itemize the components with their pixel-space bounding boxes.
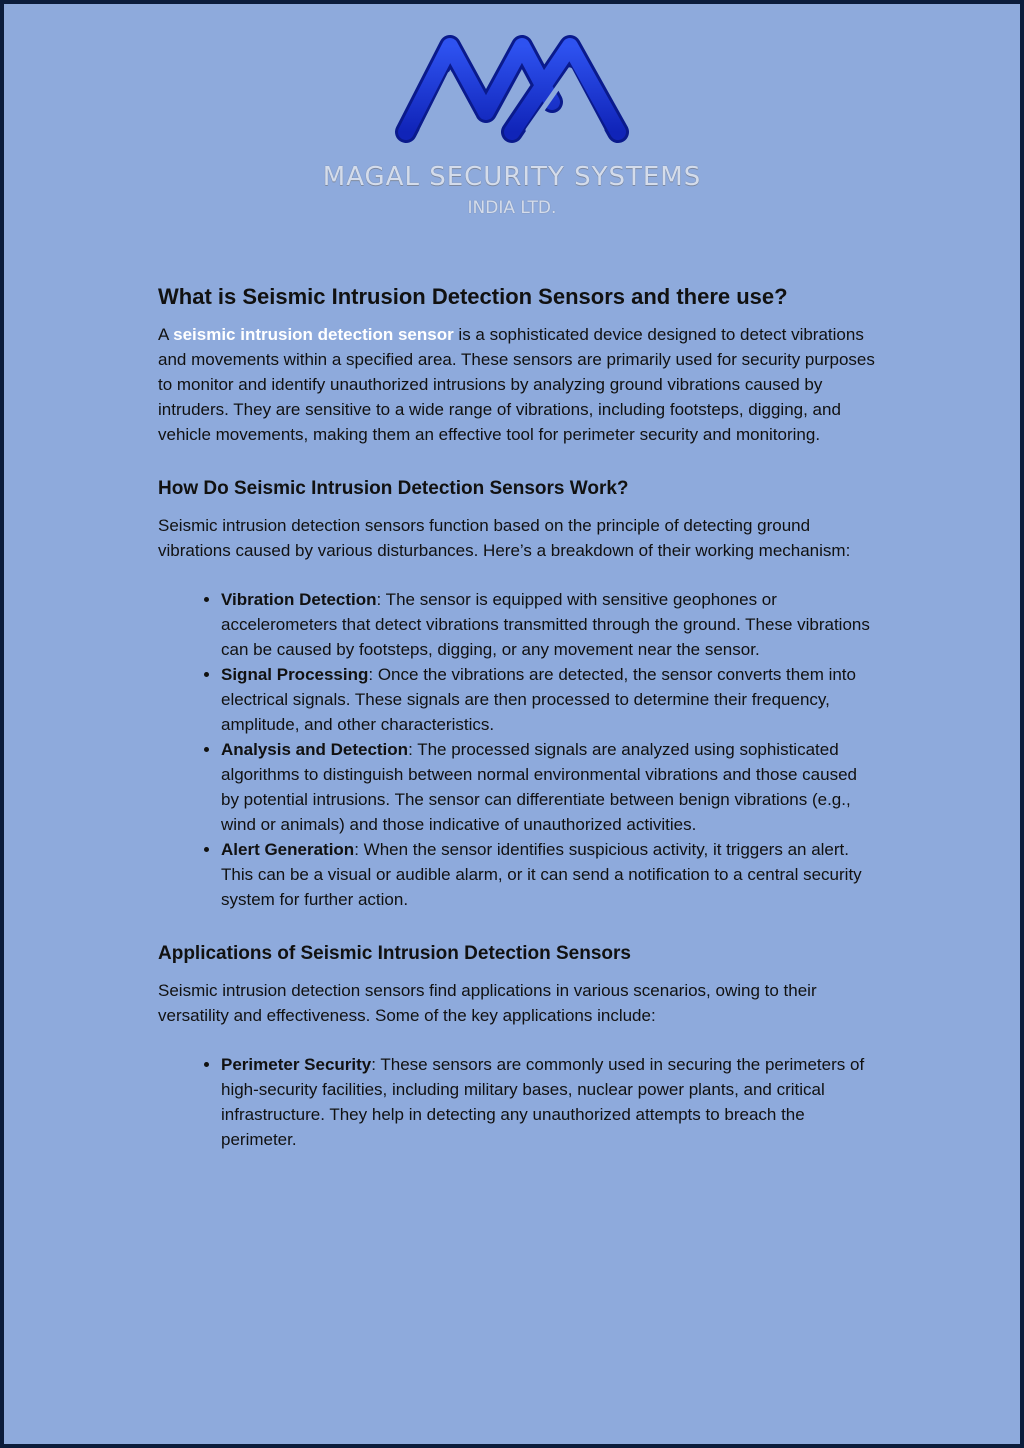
- list-item: [221, 662, 878, 737]
- page-title: What is Seismic Intrusion Detection Sensors and there use?: [158, 284, 788, 309]
- intro-text: is a sophisticated device designed to detect vibrations and movements within a specified area. These sensors are primarily used for security purposes to monitor and identify unauthorized intrusions by analyzing ground vibrations caused by intruders. They are sensitive to a wide range of vibrations, including footsteps, digging, and vehicle movements, making them an effective tool for perimeter security and monitoring.: [158, 325, 875, 444]
- seismic-sensor-link[interactable]: seismic intrusion detection sensor: [173, 325, 454, 344]
- list-item-term: Vibration Detection: [221, 590, 377, 609]
- intro-prefix: A: [158, 325, 174, 344]
- list-item-term: Alert Generation: [221, 840, 355, 859]
- magal-mm-logo-icon: [392, 26, 632, 148]
- article-body: [158, 282, 878, 1152]
- section-heading-how-it-works: How Do Seismic Intrusion Detection Sensors Work?: [158, 478, 629, 499]
- intro-paragraph: [158, 322, 878, 447]
- list-item: [221, 1052, 878, 1152]
- section-intro-applications: Seismic intrusion detection sensors find applications in various scenarios, owing to their versatility and effectiveness. Some of the key applications include:: [158, 981, 817, 1025]
- list-item-text: : When the sensor identifies suspicious activity, it triggers an alert. This can be a visual or audible alarm, or it can send a notification to a central security system for further action.: [221, 840, 862, 909]
- how-it-works-list: [158, 587, 878, 912]
- list-item-text: : The sensor is equipped with sensitive geophones or accelerometers that detect vibrations transmitted through the ground. These vibrations can be caused by footsteps, digging, or any movement near the sensor.: [221, 590, 870, 659]
- list-item: [221, 737, 878, 837]
- company-logo: [4, 26, 1020, 218]
- list-item-term: Perimeter Security: [221, 1055, 372, 1074]
- list-item-text: : The processed signals are analyzed using sophisticated algorithms to distinguish between normal environmental vibrations and those caused by potential intrusions. The sensor can differentiate between benign vibrations (e.g., wind or animals) and those indicative of unauthorized activities.: [221, 740, 857, 834]
- list-item: [221, 837, 878, 912]
- section-intro-how-it-works: Seismic intrusion detection sensors function based on the principle of detecting ground vibrations caused by various disturbances. Here’s a breakdown of their working mechanism:: [158, 516, 851, 560]
- list-item-text: : Once the vibrations are detected, the sensor converts them into electrical signals. These signals are then processed to determine their frequency, amplitude, and other characteristics.: [221, 665, 856, 734]
- applications-list: [158, 1052, 878, 1152]
- logo-company-suffix: INDIA LTD.: [467, 198, 557, 218]
- list-item: [221, 587, 878, 662]
- section-heading-applications: Applications of Seismic Intrusion Detection Sensors: [158, 943, 631, 964]
- list-item-term: Analysis and Detection: [221, 740, 409, 759]
- logo-company-name: MAGAL SECURITY SYSTEMS: [322, 162, 702, 192]
- list-item-term: Signal Processing: [221, 665, 369, 684]
- list-item-text: : These sensors are commonly used in securing the perimeters of high-security facilities, including military bases, nuclear power plants, and critical infrastructure. They help in detecting any unauthorized attempts to breach the perimeter.: [221, 1055, 865, 1149]
